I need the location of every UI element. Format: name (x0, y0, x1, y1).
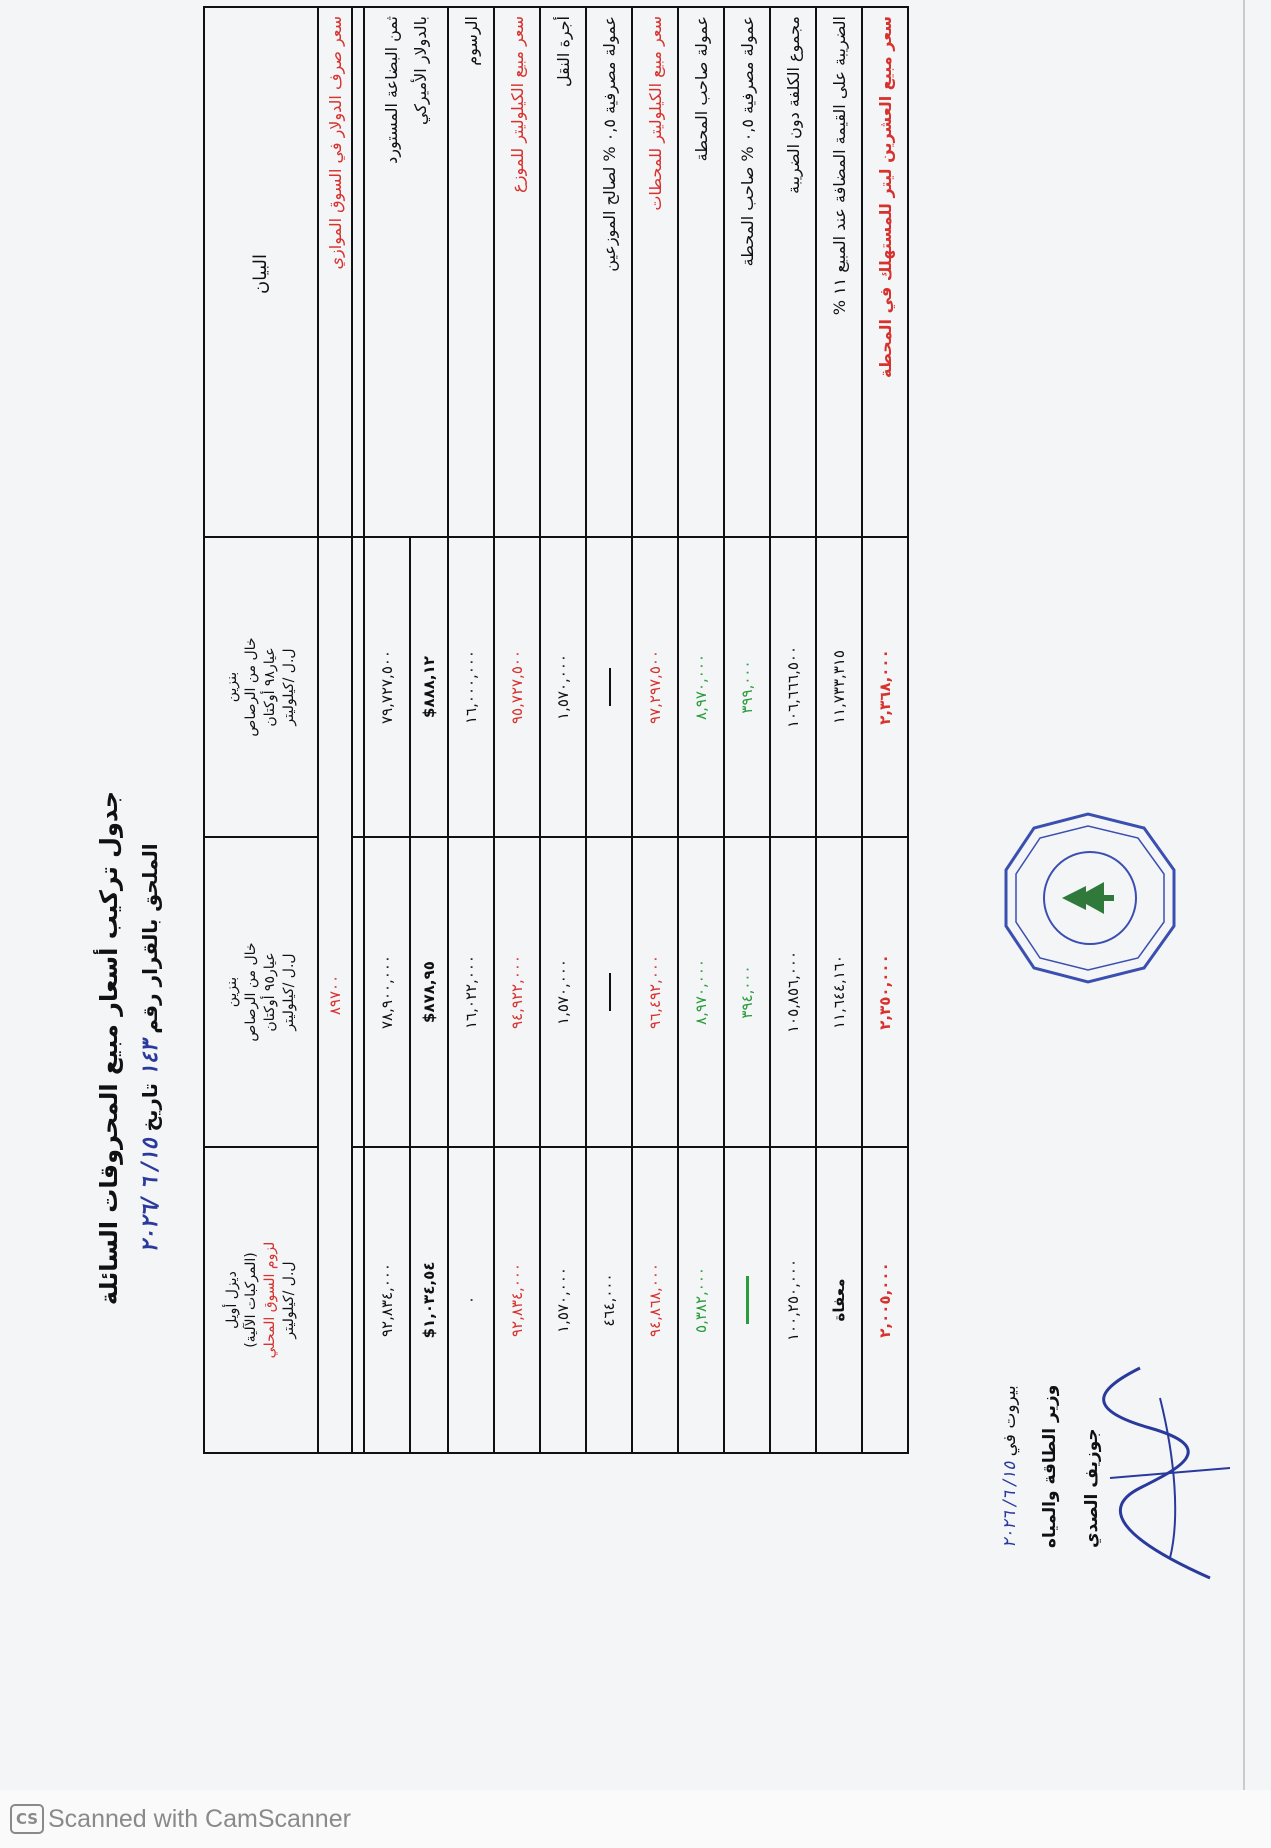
ministry-seal-icon (1000, 808, 1180, 988)
minister-signature-icon (1080, 1348, 1240, 1598)
cell-gas98: ٣٩٩,٠٠٠ (724, 537, 770, 837)
table-row-station-price (632, 7, 678, 1453)
header-diesel: ديزل أويل (المركبات الآلية) لزوم السوق المحلي ل.ل /كيلوليتر (204, 1147, 318, 1453)
cell-gas95: ٣٩٤,٠٠٠ (724, 837, 770, 1147)
row-label: عمولة مصرفية ٠,٥ % لصالح الموزعين (586, 7, 632, 537)
row-label: عمولة صاحب المحطة (678, 7, 724, 537)
cell-gas98: ٢,٣٦٨,٠٠٠ (862, 537, 908, 837)
signoff-role: وزير الطاقة والمياه (1040, 1384, 1060, 1548)
row-label: عمولة مصرفية ٠,٥ % صاحب المحطة (724, 7, 770, 537)
dash-mark (609, 668, 611, 706)
header-gas95: بنزين خال من الرصاص عيار٩٥ أوكتان ل.ل /كيلوليتر (204, 837, 318, 1147)
table-row-total (770, 7, 816, 1453)
cell-gas98: ٧٩,٧٢٧,٥٠٠ (364, 537, 410, 837)
row-label: الرسوم (448, 7, 494, 537)
signoff-date-line: بيروت في ١٥/ ٦/ ٢٠٢٦ (1000, 1385, 1020, 1548)
cell-gas95: ٢,٣٥٠,٠٠٠ (862, 837, 908, 1147)
cell-diesel: ٠ (448, 1147, 494, 1453)
cell-gas95: ١٠٥,٨٥٦,٠٠٠ (770, 837, 816, 1147)
header-gas98: بنزين خال من الرصاص عيار٩٨ أوكتان ل.ل /كيلوليتر (204, 537, 318, 837)
scan-footer (0, 1790, 1271, 1848)
row-label: مجموع الكلفة دون الضريبة (770, 7, 816, 537)
row-label: سعر صرف الدولار في السوق الموازي (318, 7, 352, 537)
cell-diesel: ٤٦٤,٠٠٠ (586, 1147, 632, 1453)
cell-diesel: ١,٠٣٤,٥٤$ (410, 1147, 448, 1453)
cell-gas95: ٩٦,٤٩٢,٠٠٠ (632, 837, 678, 1147)
cell-gas98: ٩٧,٢٩٧,٥٠٠ (632, 537, 678, 837)
cell-gas95: ١,٥٧٠,٠٠٠ (540, 837, 586, 1147)
table-row-bank-owner (724, 7, 770, 1453)
dash-mark (609, 973, 611, 1011)
header-label: البيان (204, 7, 318, 537)
row-label: الضريبة على القيمة المضافة عند المبيع ١١ % (816, 7, 862, 537)
cell-gas98: ٩٥,٧٢٧,٥٠٠ (494, 537, 540, 837)
cell-gas98: ١,٥٧٠,٠٠٠ (540, 537, 586, 837)
cell-diesel: ٩٢,٨٣٤,٠٠٠ (494, 1147, 540, 1453)
cell-gas95: ٧٨,٩٠٠,٠٠٠ (364, 837, 410, 1147)
cell-diesel: معفاة (816, 1147, 862, 1453)
camscanner-logo-icon: CS (10, 1804, 44, 1834)
signoff-date: ١٥/ ٦/ ٢٠٢٦ (1000, 1461, 1020, 1548)
cell-diesel: ١٠٠,٢٥٠,٠٠٠ (770, 1147, 816, 1453)
table-row-transport (540, 7, 586, 1453)
table-row-fees (448, 7, 494, 1453)
row-label: سعر مبيع الكيلوليتر للمحطات (632, 7, 678, 537)
cell-diesel (724, 1147, 770, 1453)
table-row-vat (816, 7, 862, 1453)
cell-gas98: ١٦,٠٠٠,٠٠٠ (448, 537, 494, 837)
document-title: جدول تركيب أسعار مبيع المحروقات السائلة (95, 790, 123, 1306)
table-row-bank-distributors (586, 7, 632, 1453)
cell-gas98: ٨,٩٧٠,٠٠٠ (678, 537, 724, 837)
table-row-distributor-price (494, 7, 540, 1453)
dash-mark (746, 1276, 749, 1324)
row-label: سعر مبيع الكيلوليتر للموزع (494, 7, 540, 537)
table-row-separator (352, 7, 364, 1453)
date-word: تاريخ (138, 1083, 162, 1132)
table-row-owner-commission (678, 7, 724, 1453)
cell-diesel: ٩٤,٨٦٨,٠٠٠ (632, 1147, 678, 1453)
cell-diesel: ٩٢,٨٣٤,٠٠٠ (364, 1147, 410, 1453)
document-subtitle (138, 548, 163, 1548)
fuel-price-table (203, 6, 909, 1454)
cell-gas98: ١٠٦,٦٦٦,٥٠٠ (770, 537, 816, 837)
cell-gas98 (586, 537, 632, 837)
camscanner-text: Scanned with CamScanner (48, 1805, 351, 1833)
cell-gas98: ٨٨٨,١٢$ (410, 537, 448, 837)
cell-diesel: ٢,٠٠٥,٠٠٠ (862, 1147, 908, 1453)
cell-gas95: ٩٤,٩٢٢,٠٠٠ (494, 837, 540, 1147)
cell-gas95: ٨,٩٧٠,٠٠٠ (678, 837, 724, 1147)
table-row-fx (318, 7, 352, 1453)
signoff-name: جوزيف الصدي (1082, 1428, 1102, 1548)
cell-gas98: ١١,٧٣٣,٣١٥ (816, 537, 862, 837)
cell-gas95: ٨٧٨,٩٥$ (410, 837, 448, 1147)
decision-number: ١٤٣ (138, 1040, 163, 1077)
row-label: ثمن البضاعة المستورد بالدولار الأميركي (364, 7, 448, 537)
cell-gas95: ١١,٦٤٤,١٦٠ (816, 837, 862, 1147)
cell-gas95: ١٦,٠٢٢,٠٠٠ (448, 837, 494, 1147)
row-label: أجرة النقل (540, 7, 586, 537)
cell-diesel: ٥,٣٨٢,٠٠٠ (678, 1147, 724, 1453)
table-header-row (204, 7, 318, 1453)
fx-rate: ٨٩٧٠٠ (318, 537, 352, 1453)
row-label: سعر مبيع العشرين ليتر للمستهلك في المحطة (862, 7, 908, 537)
cell-gas95 (586, 837, 632, 1147)
cell-diesel: ١,٥٧٠,٠٠٠ (540, 1147, 586, 1453)
decision-date: ١٥/ ٦ /٢٠٢٦ (138, 1138, 163, 1253)
table-row-consumer-price (862, 7, 908, 1453)
table-row-goods (364, 7, 410, 1453)
decision-prefix: الملحق بالقرار رقم (138, 843, 162, 1034)
